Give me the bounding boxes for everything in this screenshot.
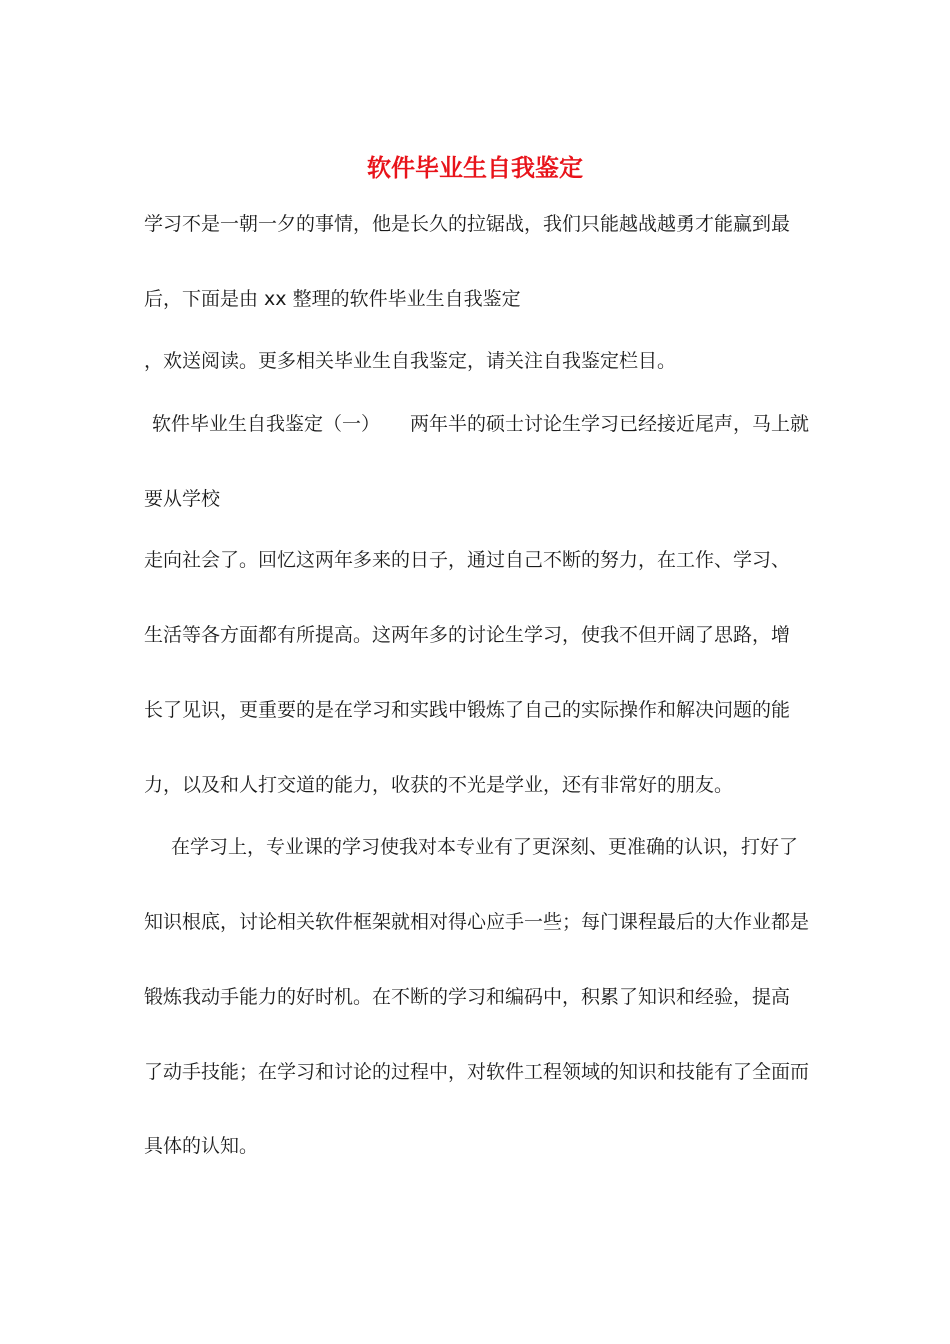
document-title: 软件毕业生自我鉴定 [367,153,583,182]
body-line: 走向社会了。回忆这两年多来的日子，通过自己不断的努力，在工作、学习、 [144,549,791,571]
paragraph-line: 在学习上，专业课的学习使我对本专业有了更深刻、更准确的认识，打好了 [171,836,799,858]
body-line: 力，以及和人打交道的能力，收获的不光是学业，还有非常好的朋友。 [144,774,734,796]
intro-line-1: 学习不是一朝一夕的事情，他是长久的拉锯战，我们只能越战越勇才能赢到最 [144,213,791,235]
paragraph-line: 具体的认知。 [144,1135,259,1157]
section-heading-text: 两年半的硕士讨论生学习已经接近尾声，马上就 [410,413,810,435]
paragraph-line: 锻炼我动手能力的好时机。在不断的学习和编码中，积累了知识和经验，提高 [144,986,791,1008]
intro-line-3: ，欢送阅读。更多相关毕业生自我鉴定，请关注自我鉴定栏目。 [144,350,677,372]
body-line: 长了见识，更重要的是在学习和实践中锻炼了自己的实际操作和解决问题的能 [144,699,791,721]
paragraph-line: 知识根底，讨论相关软件框架就相对得心应手一些；每门课程最后的大作业都是 [144,911,810,933]
body-line: 生活等各方面都有所提高。这两年多的讨论生学习，使我不但开阔了思路，增 [144,624,791,646]
section-heading-line [152,411,809,437]
body-line: 要从学校 [144,488,221,510]
intro-line-2: 后，下面是由 xx 整理的软件毕业生自我鉴定 [144,288,521,310]
section-heading: 软件毕业生自我鉴定（一） [152,413,381,435]
paragraph-line: 了动手技能；在学习和讨论的过程中，对软件工程领域的知识和技能有了全面而 [144,1061,810,1083]
